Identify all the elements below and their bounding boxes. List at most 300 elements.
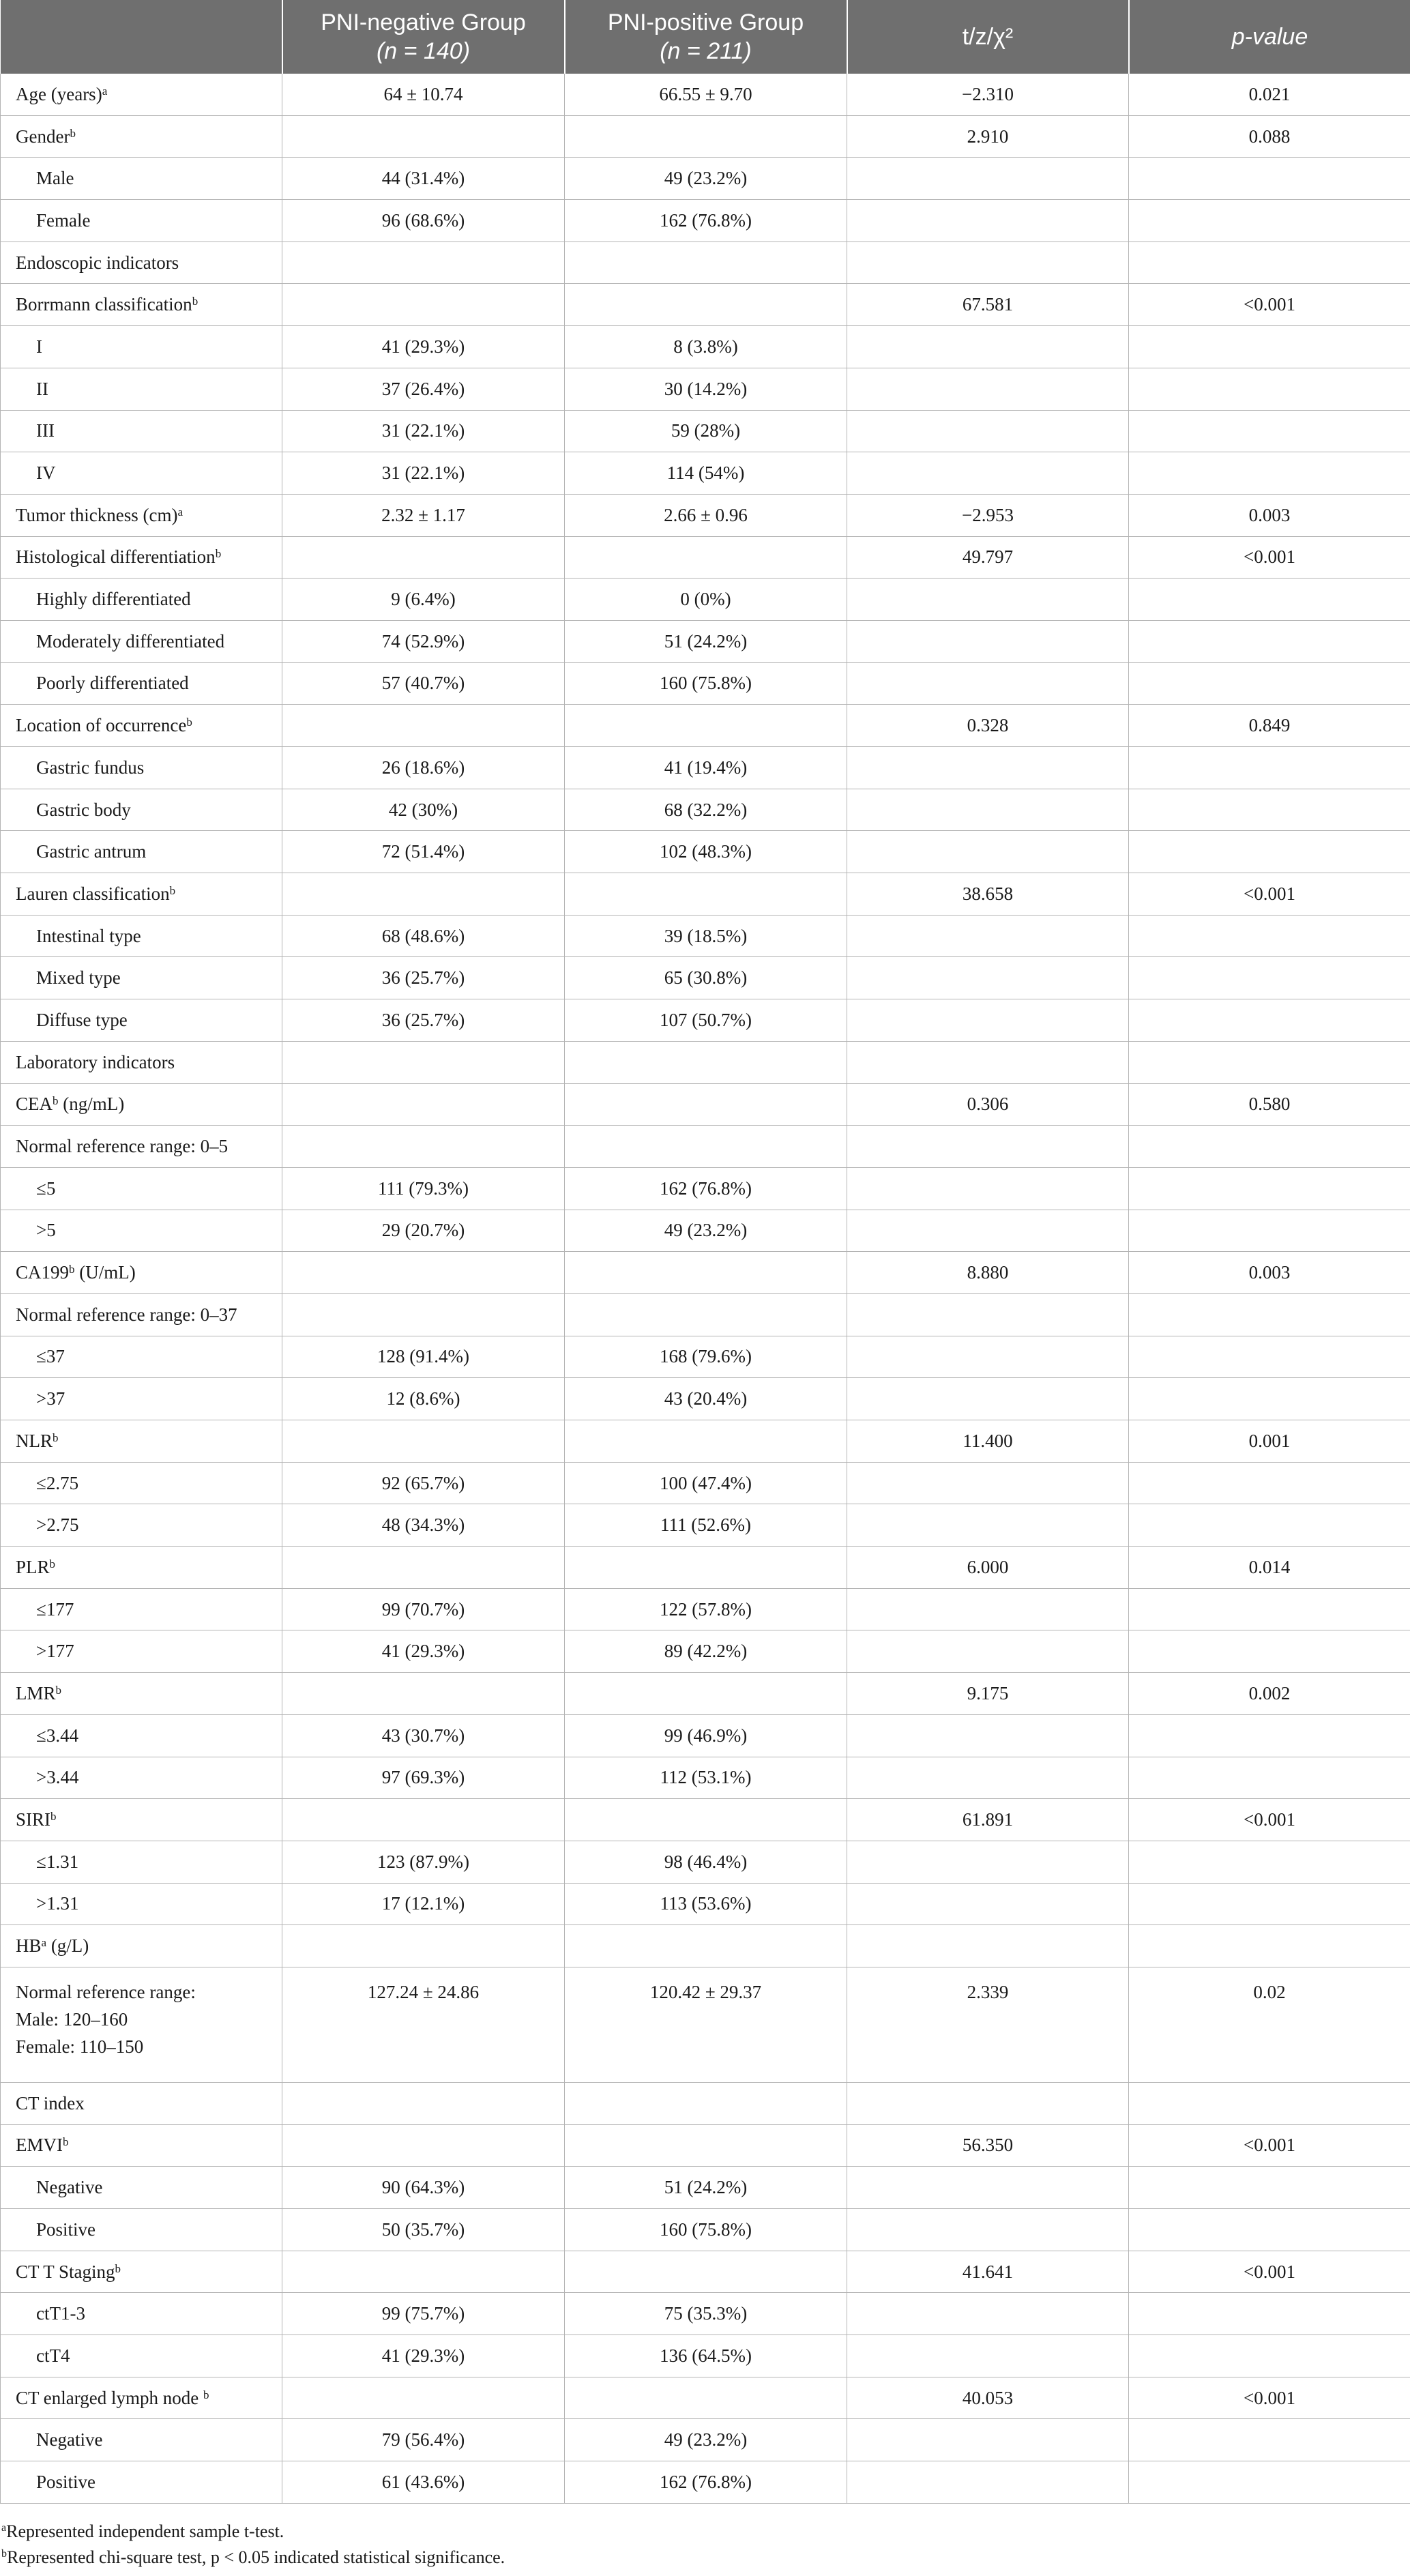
footnote-marker: a (177, 505, 183, 518)
cell-p-value: 0.02 (1129, 1967, 1410, 2082)
header-pni-positive-title: PNI-positive Group (607, 10, 804, 35)
footnote-marker: b (192, 295, 199, 308)
row-label (1, 1420, 282, 1463)
cell-pni-positive: 8 (3.8%) (565, 326, 847, 368)
cell-pni-negative: 48 (34.3%) (282, 1504, 565, 1547)
row-label-text: CT index (16, 2092, 85, 2113)
cell-p-value (1129, 662, 1410, 705)
cell-p-value (1129, 200, 1410, 242)
row-label (1, 1167, 282, 1210)
row-label (1, 747, 282, 789)
table-header (1, 0, 1410, 74)
row-label-text: EMVI (16, 2135, 63, 2156)
table-row (1, 2335, 1410, 2377)
cell-pni-negative (282, 2251, 565, 2293)
row-label (1, 620, 282, 662)
cell-pni-positive (565, 1083, 847, 1126)
table-row (1, 2377, 1410, 2419)
row-label (1, 494, 282, 536)
table-row (1, 1252, 1410, 1294)
cell-pni-negative (282, 2124, 565, 2167)
row-label (1, 410, 282, 452)
cell-statistic: 38.658 (847, 873, 1129, 916)
row-label-text: Moderately differentiated (36, 630, 225, 652)
cell-pni-positive (565, 1925, 847, 1967)
row-label (1, 284, 282, 326)
cell-pni-negative: 50 (35.7%) (282, 2209, 565, 2251)
cell-pni-positive: 41 (19.4%) (565, 747, 847, 789)
row-label-text: ≤37 (36, 1346, 65, 1367)
cell-pni-negative (282, 1420, 565, 1463)
row-label-text: Endoscopic indicators (16, 252, 179, 273)
cell-p-value: 0.001 (1129, 1420, 1410, 1463)
row-label-text: PLR (16, 1556, 50, 1577)
cell-p-value (1129, 999, 1410, 1042)
row-label-text: III (36, 420, 55, 441)
footnote-marker: b (203, 2388, 209, 2401)
cell-pni-positive: 75 (35.3%) (565, 2293, 847, 2335)
cell-pni-positive: 111 (52.6%) (565, 1504, 847, 1547)
row-label (1, 74, 282, 115)
row-label (1, 579, 282, 621)
footnote-marker: b (215, 547, 222, 561)
row-label (1, 2293, 282, 2335)
cell-statistic (847, 200, 1129, 242)
row-label-text: Gender (16, 126, 70, 147)
cell-p-value (1129, 1462, 1410, 1504)
table-row (1, 284, 1410, 326)
cell-statistic (847, 1841, 1129, 1883)
cell-statistic (847, 1588, 1129, 1630)
footnote-marker: a (41, 1936, 47, 1950)
cell-pni-positive (565, 873, 847, 916)
table-row (1, 1041, 1410, 1083)
row-label (1, 999, 282, 1042)
cell-statistic: 49.797 (847, 536, 1129, 579)
table-row (1, 494, 1410, 536)
cell-p-value: 0.088 (1129, 115, 1410, 158)
cell-pni-positive: 99 (46.9%) (565, 1714, 847, 1757)
row-label-text: IV (36, 463, 56, 484)
row-label (1, 1462, 282, 1504)
row-label-unit: (g/L) (46, 1935, 89, 1957)
cell-pni-positive: 51 (24.2%) (565, 620, 847, 662)
table-row (1, 536, 1410, 579)
table-row (1, 1210, 1410, 1252)
cell-pni-negative: 74 (52.9%) (282, 620, 565, 662)
table-row (1, 1462, 1410, 1504)
table-row (1, 74, 1410, 115)
table-row (1, 1588, 1410, 1630)
row-label (1, 2461, 282, 2504)
cell-p-value (1129, 2419, 1410, 2461)
cell-pni-negative: 42 (30%) (282, 789, 565, 831)
row-label-text: Age (years) (16, 83, 102, 104)
row-label (1, 1588, 282, 1630)
cell-statistic (847, 1041, 1129, 1083)
cell-statistic: 9.175 (847, 1673, 1129, 1715)
footnote-marker: b (53, 1094, 59, 1108)
cell-pni-negative: 2.32 ± 1.17 (282, 494, 565, 536)
table-row (1, 200, 1410, 242)
cell-pni-positive (565, 536, 847, 579)
table-row (1, 831, 1410, 873)
cell-pni-negative: 111 (79.3%) (282, 1167, 565, 1210)
table-row (1, 2293, 1410, 2335)
table-row (1, 2209, 1410, 2251)
cell-pni-positive: 89 (42.2%) (565, 1630, 847, 1673)
cell-pni-negative: 43 (30.7%) (282, 1714, 565, 1757)
cell-pni-negative: 61 (43.6%) (282, 2461, 565, 2504)
cell-pni-positive: 49 (23.2%) (565, 158, 847, 200)
cell-pni-negative: 96 (68.6%) (282, 200, 565, 242)
cell-pni-positive: 43 (20.4%) (565, 1378, 847, 1420)
row-label-unit: (U/mL) (74, 1262, 136, 1283)
table-row (1, 241, 1410, 284)
cell-pni-negative (282, 115, 565, 158)
cell-pni-negative (282, 284, 565, 326)
cell-p-value: 0.849 (1129, 705, 1410, 747)
cell-pni-positive: 160 (75.8%) (565, 662, 847, 705)
footnote-b (1, 2545, 1410, 2571)
row-label-text: Poorly differentiated (36, 673, 189, 694)
cell-pni-negative (282, 1252, 565, 1294)
row-label-text: Laboratory indicators (16, 1051, 175, 1072)
cell-pni-positive: 30 (14.2%) (565, 368, 847, 410)
cell-pni-negative (282, 1799, 565, 1841)
cell-p-value (1129, 1841, 1410, 1883)
cell-statistic: 8.880 (847, 1252, 1129, 1294)
table-row (1, 705, 1410, 747)
cell-p-value: <0.001 (1129, 536, 1410, 579)
footnote-marker: b (169, 883, 176, 897)
cell-statistic (847, 326, 1129, 368)
cell-p-value (1129, 1757, 1410, 1799)
row-label-text: Male (36, 168, 74, 189)
row-label-text: Positive (36, 2471, 96, 2492)
table-footnotes (0, 2504, 1410, 2571)
table-row (1, 115, 1410, 158)
cell-p-value (1129, 1504, 1410, 1547)
cell-statistic (847, 1293, 1129, 1336)
row-label-text: CEA (16, 1094, 53, 1115)
cell-statistic (847, 1336, 1129, 1378)
cell-statistic (847, 620, 1129, 662)
cell-p-value (1129, 620, 1410, 662)
cell-p-value: 0.021 (1129, 74, 1410, 115)
cell-p-value (1129, 1336, 1410, 1378)
cell-pni-negative: 9 (6.4%) (282, 579, 565, 621)
row-label-line2: Male: 120–160 (16, 2008, 128, 2030)
table-row (1, 1757, 1410, 1799)
table-row (1, 999, 1410, 1042)
cell-statistic: 0.328 (847, 705, 1129, 747)
cell-pni-positive: 114 (54%) (565, 452, 847, 495)
cell-p-value (1129, 1041, 1410, 1083)
cell-statistic: 40.053 (847, 2377, 1129, 2419)
row-label (1, 1041, 282, 1083)
cell-statistic (847, 1210, 1129, 1252)
cell-pni-negative: 29 (20.7%) (282, 1210, 565, 1252)
cell-p-value (1129, 158, 1410, 200)
cell-pni-negative: 97 (69.3%) (282, 1757, 565, 1799)
header-row (1, 0, 1410, 74)
cell-p-value (1129, 410, 1410, 452)
table-row (1, 1967, 1410, 2082)
cell-pni-negative (282, 2082, 565, 2124)
cell-statistic: 67.581 (847, 284, 1129, 326)
row-label-text: Histological differentiation (16, 546, 216, 568)
cell-statistic: 0.306 (847, 1083, 1129, 1126)
footnote-b-mark: b (1, 2547, 7, 2560)
cell-statistic (847, 452, 1129, 495)
cell-p-value: 0.580 (1129, 1083, 1410, 1126)
row-label-text: Negative (36, 2429, 103, 2450)
cell-p-value (1129, 957, 1410, 999)
row-label (1, 1293, 282, 1336)
row-label-text: Diffuse type (36, 1009, 128, 1030)
row-label (1, 1378, 282, 1420)
header-pni-negative-title: PNI-negative Group (321, 10, 526, 35)
cell-pni-negative: 99 (70.7%) (282, 1588, 565, 1630)
table-row (1, 2251, 1410, 2293)
row-label (1, 2167, 282, 2209)
table-row (1, 620, 1410, 662)
cell-pni-negative: 79 (56.4%) (282, 2419, 565, 2461)
cell-statistic (847, 1167, 1129, 1210)
table-row (1, 1925, 1410, 1967)
cell-pni-negative: 37 (26.4%) (282, 368, 565, 410)
cell-p-value (1129, 2293, 1410, 2335)
cell-pni-negative: 41 (29.3%) (282, 2335, 565, 2377)
cell-pni-positive: 102 (48.3%) (565, 831, 847, 873)
row-label (1, 1757, 282, 1799)
row-label-text: ctT1-3 (36, 2303, 85, 2324)
cell-p-value (1129, 368, 1410, 410)
cell-statistic: 41.641 (847, 2251, 1129, 2293)
row-label-text: Gastric fundus (36, 757, 145, 778)
footnote-marker: b (186, 716, 192, 729)
cell-pni-positive: 65 (30.8%) (565, 957, 847, 999)
cell-pni-negative (282, 1673, 565, 1715)
cell-pni-negative (282, 1293, 565, 1336)
cell-pni-positive (565, 2124, 847, 2167)
cell-pni-negative: 26 (18.6%) (282, 747, 565, 789)
row-label-text: Normal reference range: 0–37 (16, 1304, 237, 1325)
row-label (1, 1841, 282, 1883)
table-row (1, 579, 1410, 621)
footnote-marker: b (55, 1683, 62, 1697)
cell-statistic (847, 2209, 1129, 2251)
table-row (1, 1714, 1410, 1757)
footnote-marker: b (63, 2135, 69, 2149)
row-label-unit: (ng/mL) (58, 1094, 125, 1115)
table-row (1, 2461, 1410, 2504)
cell-statistic (847, 2419, 1129, 2461)
cell-pni-positive (565, 241, 847, 284)
cell-p-value: <0.001 (1129, 284, 1410, 326)
footnote-marker: a (102, 84, 108, 98)
cell-p-value (1129, 1293, 1410, 1336)
row-label (1, 1967, 282, 2082)
table-row (1, 452, 1410, 495)
cell-statistic (847, 1462, 1129, 1504)
cell-statistic: 56.350 (847, 2124, 1129, 2167)
row-label (1, 957, 282, 999)
cell-p-value: <0.001 (1129, 2124, 1410, 2167)
cell-p-value (1129, 452, 1410, 495)
row-label (1, 1126, 282, 1168)
cell-pni-positive: 168 (79.6%) (565, 1336, 847, 1378)
cell-p-value: <0.001 (1129, 873, 1410, 916)
table-row (1, 158, 1410, 200)
row-label-text: Gastric antrum (36, 841, 147, 862)
table-row (1, 2124, 1410, 2167)
cell-statistic (847, 1757, 1129, 1799)
cell-p-value: <0.001 (1129, 2377, 1410, 2419)
row-label-text: Tumor thickness (cm) (16, 504, 178, 525)
cell-statistic: −2.953 (847, 494, 1129, 536)
cell-pni-positive: 100 (47.4%) (565, 1462, 847, 1504)
footnote-marker: b (70, 126, 76, 140)
header-pni-positive-n: (n = 211) (660, 38, 752, 64)
table-row (1, 368, 1410, 410)
cell-pni-negative: 64 ± 10.74 (282, 74, 565, 115)
cell-statistic: 11.400 (847, 1420, 1129, 1463)
cell-p-value: <0.001 (1129, 2251, 1410, 2293)
cell-p-value: 0.002 (1129, 1673, 1410, 1715)
row-label-text: I (36, 336, 42, 357)
row-label (1, 2209, 282, 2251)
cell-pni-positive (565, 1126, 847, 1168)
cell-pni-negative (282, 1126, 565, 1168)
cell-p-value (1129, 1378, 1410, 1420)
cell-pni-negative: 123 (87.9%) (282, 1841, 565, 1883)
cell-pni-negative: 128 (91.4%) (282, 1336, 565, 1378)
row-label-text: NLR (16, 1430, 53, 1451)
cell-pni-negative: 90 (64.3%) (282, 2167, 565, 2209)
cell-p-value (1129, 2209, 1410, 2251)
footnote-marker: b (53, 1431, 59, 1444)
row-label (1, 241, 282, 284)
table-row (1, 1841, 1410, 1883)
cell-p-value (1129, 1588, 1410, 1630)
cell-p-value (1129, 1630, 1410, 1673)
cell-statistic (847, 368, 1129, 410)
cell-pni-positive: 49 (23.2%) (565, 2419, 847, 2461)
row-label-text: ≤3.44 (36, 1725, 79, 1746)
cell-pni-positive: 51 (24.2%) (565, 2167, 847, 2209)
row-label-text: ≤177 (36, 1598, 74, 1620)
row-label-text: Mixed type (36, 967, 121, 989)
cell-pni-negative (282, 1041, 565, 1083)
table-row (1, 2419, 1410, 2461)
row-label (1, 1210, 282, 1252)
cell-pni-positive (565, 1293, 847, 1336)
cell-pni-positive (565, 2377, 847, 2419)
cell-pni-positive (565, 1673, 847, 1715)
cell-p-value: 0.003 (1129, 494, 1410, 536)
cell-statistic: 61.891 (847, 1799, 1129, 1841)
row-label-text: >37 (36, 1388, 65, 1409)
table-row (1, 915, 1410, 957)
cell-p-value (1129, 1925, 1410, 1967)
row-label-text: Borrmann classification (16, 294, 192, 315)
footnote-marker: b (50, 1810, 57, 1824)
row-label (1, 915, 282, 957)
cell-pni-positive: 59 (28%) (565, 410, 847, 452)
row-label (1, 1630, 282, 1673)
row-label (1, 873, 282, 916)
table-row (1, 789, 1410, 831)
table-row (1, 1673, 1410, 1715)
cell-pni-negative: 36 (25.7%) (282, 957, 565, 999)
table-row (1, 1883, 1410, 1925)
table-row (1, 2082, 1410, 2124)
cell-pni-positive (565, 705, 847, 747)
cell-p-value (1129, 579, 1410, 621)
cell-p-value (1129, 326, 1410, 368)
row-label-text: SIRI (16, 1809, 51, 1830)
row-label-text: Intestinal type (36, 925, 141, 946)
row-label (1, 2124, 282, 2167)
cell-pni-negative (282, 241, 565, 284)
row-label-text: >2.75 (36, 1514, 79, 1536)
row-label-text: ≤1.31 (36, 1851, 79, 1872)
row-label-text: Lauren classification (16, 883, 170, 904)
cell-p-value (1129, 1883, 1410, 1925)
header-pni-positive (565, 0, 847, 74)
cell-p-value (1129, 1714, 1410, 1757)
row-label-text: Location of occurrence (16, 715, 187, 736)
table-row (1, 1378, 1410, 1420)
footnote-marker: b (49, 1557, 56, 1570)
cell-pni-positive: 107 (50.7%) (565, 999, 847, 1042)
cell-pni-positive (565, 1547, 847, 1589)
row-label (1, 2082, 282, 2124)
table-row (1, 1630, 1410, 1673)
cell-statistic (847, 410, 1129, 452)
row-label (1, 1336, 282, 1378)
cell-statistic (847, 831, 1129, 873)
row-label-text: HB (16, 1935, 42, 1957)
row-label (1, 1083, 282, 1126)
header-pni-negative-n: (n = 140) (376, 38, 471, 64)
row-label (1, 789, 282, 831)
cell-p-value (1129, 2167, 1410, 2209)
cell-statistic (847, 2335, 1129, 2377)
row-label (1, 2335, 282, 2377)
table-row (1, 1083, 1410, 1126)
cell-pni-negative: 57 (40.7%) (282, 662, 565, 705)
table-row (1, 1504, 1410, 1547)
row-label (1, 831, 282, 873)
cell-pni-positive: 120.42 ± 29.37 (565, 1967, 847, 2082)
cell-p-value (1129, 789, 1410, 831)
cell-statistic (847, 1126, 1129, 1168)
cell-p-value (1129, 831, 1410, 873)
cell-pni-positive: 122 (57.8%) (565, 1588, 847, 1630)
cell-pni-positive (565, 1252, 847, 1294)
row-label-text: >1.31 (36, 1893, 79, 1914)
cell-statistic (847, 241, 1129, 284)
table-row (1, 1420, 1410, 1463)
cell-pni-positive: 2.66 ± 0.96 (565, 494, 847, 536)
table-body (1, 74, 1410, 2503)
cell-statistic (847, 579, 1129, 621)
row-label (1, 705, 282, 747)
cell-statistic (847, 747, 1129, 789)
